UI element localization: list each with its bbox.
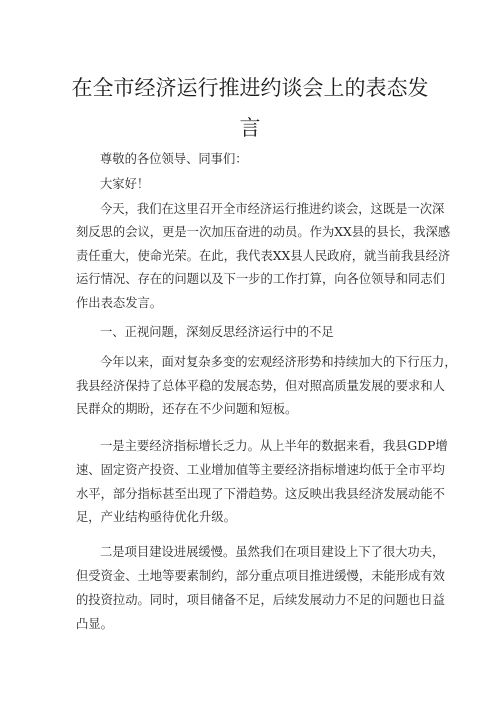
paragraph-line: 刻反思的会议，更是一次加压奋进的动员。作为XX县的县长，我深感 xyxy=(76,225,451,239)
paragraph-line: 速、固定资产投资、工业增加值等主要经济指标增速均低于全市平均 xyxy=(76,463,445,477)
paragraph-line: 运行情况、存在的问题以及下一步的工作打算，向各位领导和同志们 xyxy=(76,272,445,286)
document-title-line-1: 在全市经济运行推进约谈会上的表态发 xyxy=(71,76,429,100)
paragraph-line: 今年以来，面对复杂多变的宏观经济形势和持续加大的下行压力， xyxy=(100,355,457,369)
document-title-line-2: 言 xyxy=(239,116,261,140)
paragraph-line: 作出表态发言。 xyxy=(76,296,163,310)
paragraph-line: 民群众的期盼，还存在不少问题和短板。 xyxy=(76,402,298,416)
paragraph-line: 我县经济保持了总体平稳的发展态势，但对照高质量发展的要求和人 xyxy=(76,379,445,393)
paragraph-line: 凸显。 xyxy=(76,617,113,631)
paragraph-line: 今天，我们在这里召开全市经济运行推进约谈会，这既是一次深 xyxy=(100,202,445,216)
paragraph-line: 一是主要经济指标增长乏力。从上半年的数据来看，我县GDP增 xyxy=(100,439,448,453)
paragraph-line: 的投资拉动。同时，项目储备不足，后续发展动力不足的问题也日益 xyxy=(76,593,445,607)
paragraph-line: 但受资金、土地等要素制约，部分重点项目推进缓慢，未能形成有效 xyxy=(76,569,445,583)
paragraph-line: 二是项目建设进展缓慢。虽然我们在项目建设上下了很大功夫， xyxy=(100,545,445,559)
paragraph-line: 责任重大，使命光荣。在此，我代表XX县人民政府，就当前我县经济 xyxy=(76,249,451,263)
section-heading: 一、正视问题，深刻反思经济运行中的不足 xyxy=(100,325,334,339)
paragraph-line: 足，产业结构亟待优化升级。 xyxy=(76,510,236,524)
salutation: 尊敬的各位领导、同事们： xyxy=(100,152,248,166)
greeting: 大家好！ xyxy=(100,177,150,191)
paragraph-line: 水平，部分指标甚至出现了下滑趋势。这反映出我县经济发展动能不 xyxy=(76,487,445,501)
